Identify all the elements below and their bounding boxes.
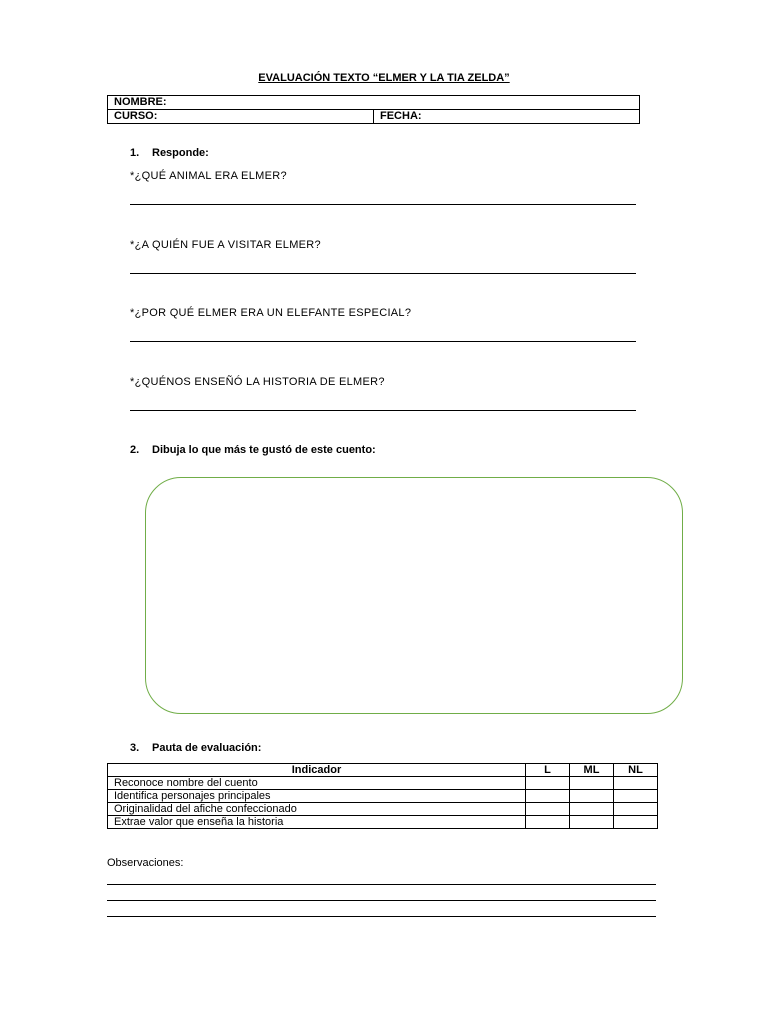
rubric-indicator: Originalidad del afiche confeccionado <box>108 803 526 816</box>
rubric-cell-l[interactable] <box>526 816 570 829</box>
rubric-cell-l[interactable] <box>526 790 570 803</box>
question-2: *¿A QUIÉN FUE A VISITAR ELMER? <box>130 239 321 251</box>
observation-line-2[interactable] <box>107 900 656 901</box>
answer-line-3[interactable] <box>130 341 636 342</box>
section-1-number: 1. <box>130 147 140 159</box>
table-row <box>108 803 658 816</box>
section-2-title: Dibuja lo que más te gustó de este cuento: <box>152 444 376 456</box>
student-info-table <box>107 95 640 124</box>
question-4: *¿QUÉNOS ENSEÑÓ LA HISTORIA DE ELMER? <box>130 376 385 388</box>
observation-line-3[interactable] <box>107 916 656 917</box>
rubric-cell-nl[interactable] <box>614 777 658 790</box>
rubric-cell-l[interactable] <box>526 777 570 790</box>
question-3: *¿POR QUÉ ELMER ERA UN ELEFANTE ESPECIAL? <box>130 307 412 319</box>
table-row <box>108 790 658 803</box>
column-header-nl: NL <box>614 764 658 777</box>
date-field-label[interactable]: FECHA: <box>374 110 640 124</box>
section-1-title: Responde: <box>152 147 209 159</box>
answer-line-1[interactable] <box>130 204 636 205</box>
section-1-heading <box>130 147 209 159</box>
name-field-label[interactable]: NOMBRE: <box>108 96 640 110</box>
rubric-cell-nl[interactable] <box>614 816 658 829</box>
rubric-header-row <box>108 764 658 777</box>
section-3-number: 3. <box>130 742 140 754</box>
column-header-l: L <box>526 764 570 777</box>
column-header-indicador: Indicador <box>108 764 526 777</box>
table-row <box>108 777 658 790</box>
observation-line-1[interactable] <box>107 884 656 885</box>
observations-label: Observaciones: <box>107 857 184 869</box>
rubric-cell-ml[interactable] <box>570 777 614 790</box>
question-1: *¿QUÉ ANIMAL ERA ELMER? <box>130 170 287 182</box>
rubric-indicator: Extrae valor que enseña la historia <box>108 816 526 829</box>
section-3-heading <box>130 742 261 754</box>
rubric-cell-ml[interactable] <box>570 790 614 803</box>
rubric-cell-ml[interactable] <box>570 816 614 829</box>
answer-line-2[interactable] <box>130 273 636 274</box>
page-title: EVALUACIÓN TEXTO “ELMER Y LA TIA ZELDA” <box>258 72 510 84</box>
section-3-title: Pauta de evaluación: <box>152 742 262 754</box>
column-header-ml: ML <box>570 764 614 777</box>
rubric-cell-l[interactable] <box>526 803 570 816</box>
section-2-heading <box>130 444 376 456</box>
course-field-label[interactable]: CURSO: <box>108 110 374 124</box>
answer-line-4[interactable] <box>130 410 636 411</box>
rubric-cell-ml[interactable] <box>570 803 614 816</box>
table-row <box>108 816 658 829</box>
rubric-indicator: Identifica personajes principales <box>108 790 526 803</box>
evaluation-rubric-table <box>107 763 658 829</box>
drawing-box[interactable] <box>145 477 683 714</box>
rubric-cell-nl[interactable] <box>614 803 658 816</box>
rubric-indicator: Reconoce nombre del cuento <box>108 777 526 790</box>
rubric-cell-nl[interactable] <box>614 790 658 803</box>
section-2-number: 2. <box>130 444 140 456</box>
